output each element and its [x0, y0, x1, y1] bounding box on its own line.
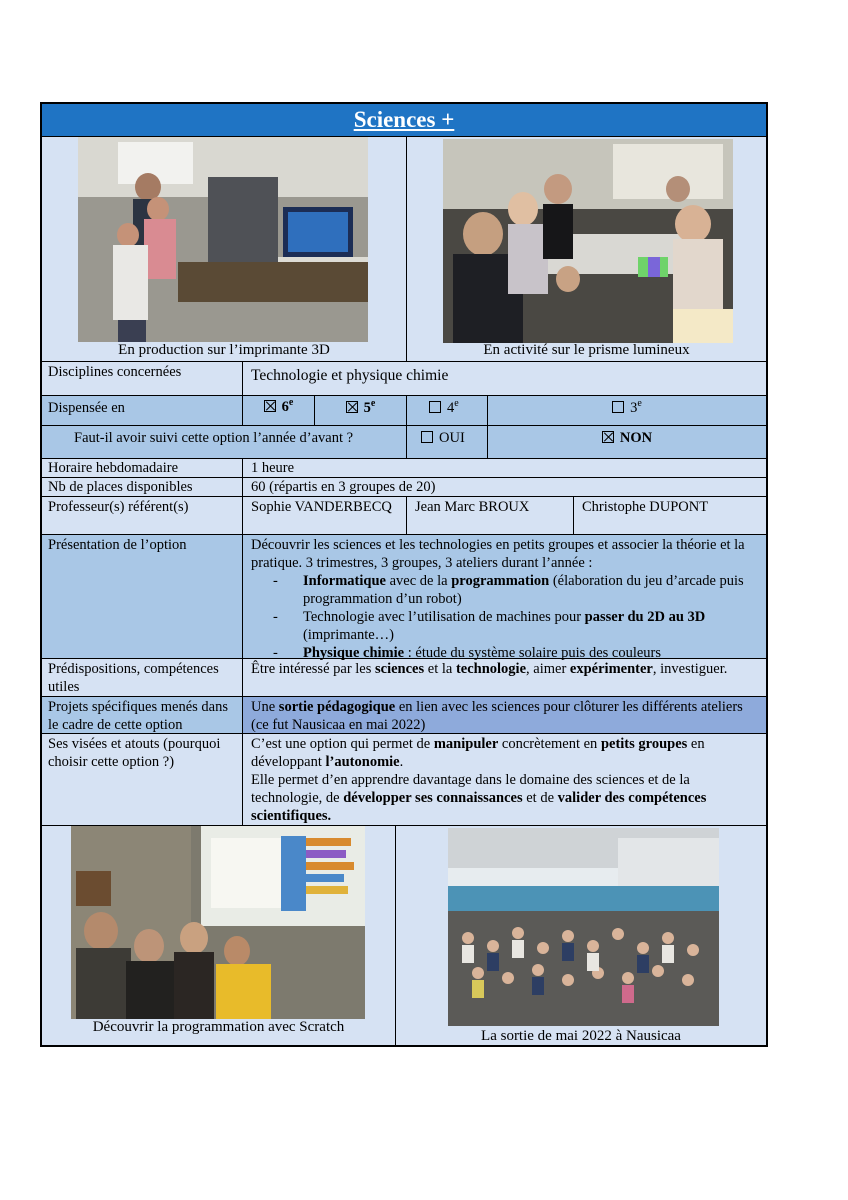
grade-3-option[interactable]: 3e — [487, 396, 766, 425]
places-label: Nb de places disponibles — [42, 478, 243, 496]
predispositions-value: Être intéressé par les sciences et la technologie, aimer expérimenter, investiguer. — [251, 661, 728, 677]
photo-cell-prism — [406, 137, 766, 361]
row-predispositions — [42, 659, 766, 697]
grade-5-option[interactable]: 5e — [314, 396, 406, 425]
option-sheet — [40, 102, 768, 1047]
row-prerequis — [42, 426, 766, 459]
visees-value — [243, 734, 766, 825]
professeur-1: Sophie VANDERBECQ — [251, 499, 392, 515]
predispositions-label: Prédispositions, compétences utiles — [42, 659, 243, 696]
grade-6-option[interactable]: 6e — [243, 396, 314, 425]
checkbox-checked[interactable] — [346, 401, 358, 413]
checkbox-checked[interactable] — [602, 431, 614, 443]
row-horaire — [42, 459, 766, 478]
caption-prism: En activité sur le prisme lumineux — [483, 342, 690, 358]
checkbox-unchecked[interactable] — [612, 401, 624, 413]
row-dispensee — [42, 396, 766, 426]
dispensee-label: Dispensée en — [42, 396, 243, 425]
photo-cell-scratch — [42, 826, 395, 1045]
photo-cell-nausicaa — [395, 826, 766, 1045]
places-value: 60 (répartis en 3 groupes de 20) — [251, 479, 436, 495]
checkbox-unchecked[interactable] — [429, 401, 441, 413]
professeur-3: Christophe DUPONT — [573, 497, 766, 534]
caption-nausicaa: La sortie de mai 2022 à Nausicaa — [481, 1028, 681, 1044]
horaire-value: 1 heure — [251, 460, 295, 476]
grade-4-option[interactable]: 4e — [406, 396, 487, 425]
photo-scratch — [71, 826, 365, 1019]
row-projets — [42, 697, 766, 734]
checkbox-checked[interactable] — [264, 400, 276, 412]
bottom-photo-row — [42, 826, 766, 1045]
projets-label: Projets spécifiques menés dans le cadre de cette option — [42, 697, 243, 733]
visees-paragraph-1: C’est une option qui permet de manipuler concrètement en petits groupes en développant l’autonomie. — [251, 736, 705, 770]
row-disciplines — [42, 362, 766, 396]
photo-cell-3d-printer — [42, 137, 406, 361]
horaire-label: Horaire hebdomadaire — [42, 459, 243, 477]
disciplines-value: Technologie et physique chimie — [251, 367, 449, 384]
presentation-intro: Découvrir les sciences et les technologies en petits groupes et associer la théorie et la pratique. 3 trimestres, 3 groupes, 3 ateliers durant l’année : — [251, 537, 745, 571]
presentation-value — [243, 535, 766, 661]
atelier-list — [251, 572, 754, 662]
visees-label: Ses visées et atouts (pourquoi choisir cette option ?) — [42, 734, 243, 825]
top-photo-row — [42, 137, 766, 362]
checkbox-unchecked[interactable] — [421, 431, 433, 443]
prerequis-non-option[interactable]: NON — [487, 426, 766, 458]
prerequis-oui-option[interactable]: OUI — [406, 426, 487, 458]
row-professeurs — [42, 497, 766, 535]
sheet-title: Sciences + — [42, 104, 766, 137]
caption-3d-printer: En production sur l’imprimante 3D — [118, 342, 330, 358]
professeur-2: Jean Marc BROUX — [406, 497, 573, 534]
photo-3d-printer — [78, 137, 368, 342]
atelier-technologie: - Technologie avec l’utilisation de machines pour passer du 2D au 3D (imprimante…) — [251, 608, 754, 644]
row-presentation — [42, 535, 766, 659]
photo-prism — [443, 139, 733, 343]
professeurs-label: Professeur(s) référent(s) — [42, 497, 243, 534]
row-visees — [42, 734, 766, 826]
row-places — [42, 478, 766, 497]
photo-nausicaa — [448, 828, 719, 1026]
atelier-informatique: - Informatique avec de la programmation (élaboration du jeu d’arcade puis programmation d’un robot) — [251, 572, 754, 608]
grade-options — [243, 396, 766, 425]
caption-scratch: Découvrir la programmation avec Scratch — [92, 1019, 345, 1035]
projets-value: Une sortie pédagogique en lien avec les sciences pour clôturer les différents ateliers (ce fut Nausicaa en mai 2022) — [243, 697, 766, 733]
presentation-label: Présentation de l’option — [42, 535, 243, 658]
disciplines-label: Disciplines concernées — [42, 362, 243, 395]
prerequis-question: Faut-il avoir suivi cette option l’année d’avant ? — [74, 430, 354, 446]
visees-paragraph-2: Elle permet d’en apprendre davantage dans le domaine des sciences et de la technologie, de développer ses connaissances et de valider des compétences scientifiques. — [251, 772, 707, 824]
atelier-physique: - Physique chimie : étude du système solaire puis des couleurs — [251, 644, 754, 662]
